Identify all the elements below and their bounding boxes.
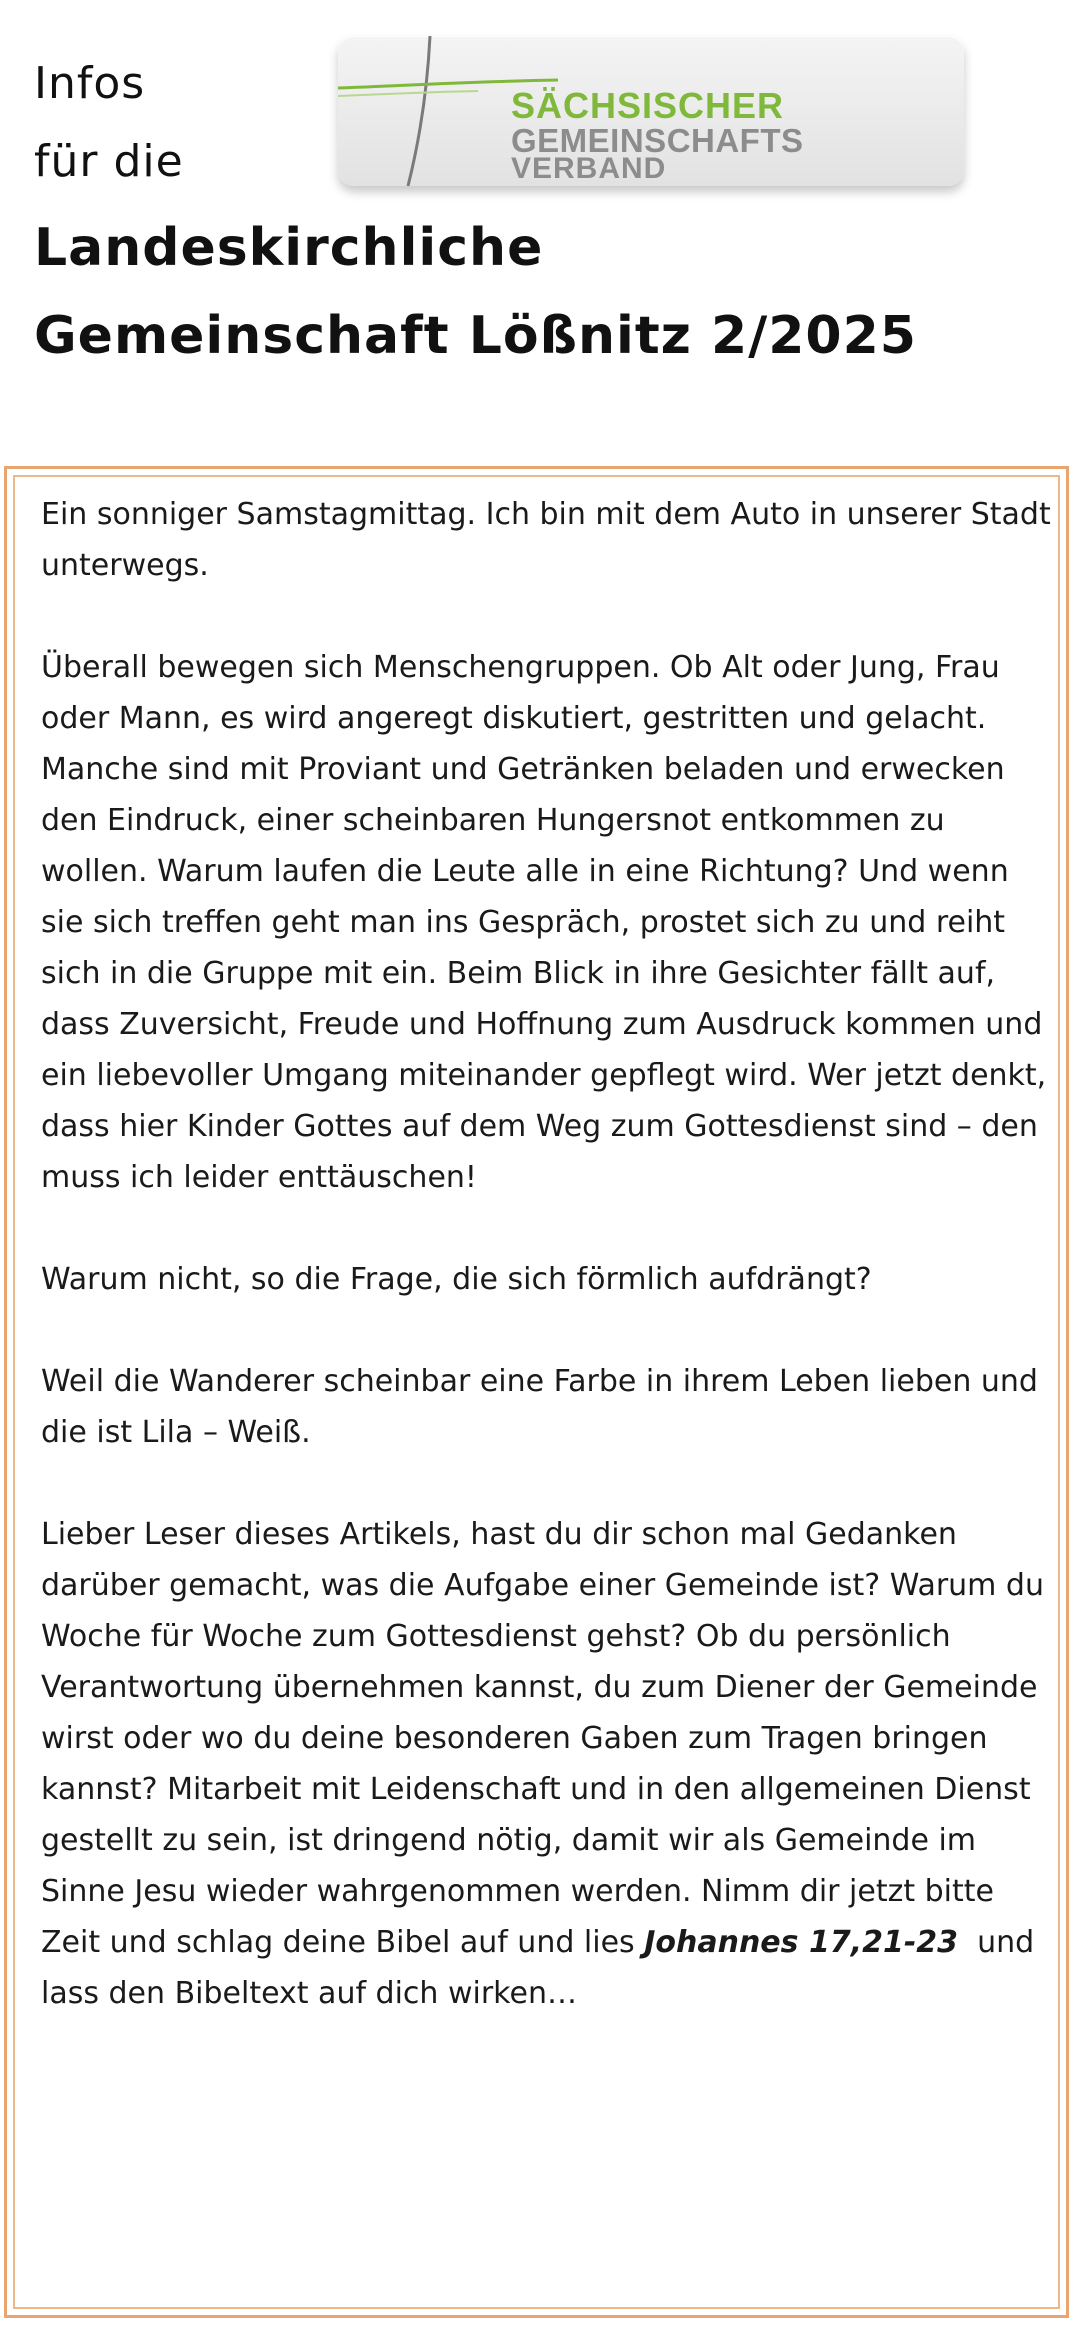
logo-text-line-3: VERBAND — [511, 152, 667, 185]
title-line-2: Gemeinschaft Lößnitz 2/2025 — [34, 306, 917, 366]
page-header — [0, 0, 1085, 430]
paragraph-5-ending: und lass den Bibeltext auf dich wirken… — [41, 1925, 1044, 2011]
paragraph-1: Ein sonniger Samstagmittag. Ich bin mit dem Auto in unserer Stadt unterwegs. — [41, 497, 1051, 583]
association-logo — [338, 36, 964, 186]
paragraph-3: Warum nicht, so die Frage, die sich förmlich aufdrängt? — [41, 1262, 872, 1297]
bible-reference: Johannes 17,21-23 — [644, 1925, 959, 1960]
paragraph-5 — [41, 1509, 1051, 2019]
logo-text-line-2: GEMEINSCHAFTS — [511, 122, 804, 159]
article-text — [41, 489, 1051, 2019]
paragraph-2: Überall bewegen sich Menschengruppen. Ob Alt oder Jung, Frau oder Mann, es wird angeregt diskutiert, gestritten und gelacht. Manche sind mit Proviant und Getränken beladen und erwecken den Eindruck, einer scheinbaren Hungersnot entkommen zu wollen. Warum laufen die Leute alle in eine Richtung? Und wenn sie sich treffen geht man ins Gespräch, prostet sich zu und reiht sich in die Gruppe mit ein. Beim Blick in ihre Gesichter fällt auf, dass Zuversicht, Freude und Hoffnung zum Ausdruck kommen und ein liebevoller Umgang miteinander gepflegt wird. Wer jetzt denkt, dass hier Kinder Gottes auf dem Weg zum Gottesdienst sind – den muss ich leider enttäuschen! — [41, 650, 1047, 1195]
title-line-1: Landeskirchliche — [34, 218, 544, 278]
intro-line-2: für die — [34, 136, 184, 187]
paragraph-4: Weil die Wanderer scheinbar eine Farbe in ihrem Leben lieben und die ist Lila – Weiß. — [41, 1364, 1038, 1450]
article-box — [4, 466, 1069, 2318]
logo-text-line-1: SÄCHSISCHER — [511, 85, 785, 126]
intro-line-1: Infos — [34, 58, 146, 109]
paragraph-5-text: Lieber Leser dieses Artikels, hast du dir schon mal Gedanken darüber gemacht, was die Aufgabe einer Gemeinde ist? Warum du Woche für Woche zum Gottesdienst gehst? Ob du persönlich Verantwortung übernehmen kannst, du zum Diener der Gemeinde wirst oder wo du deine besonderen Gaben zum Tragen bringen kannst? Mitarbeit mit Leidenschaft und in den allgemeinen Dienst gestellt zu sein, ist dringend nötig, damit wir als Gemeinde im Sinne Jesu wieder wahrgenommen werden. Nimm dir jetzt bitte Zeit und schlag deine Bibel auf und lies — [41, 1517, 1044, 1960]
